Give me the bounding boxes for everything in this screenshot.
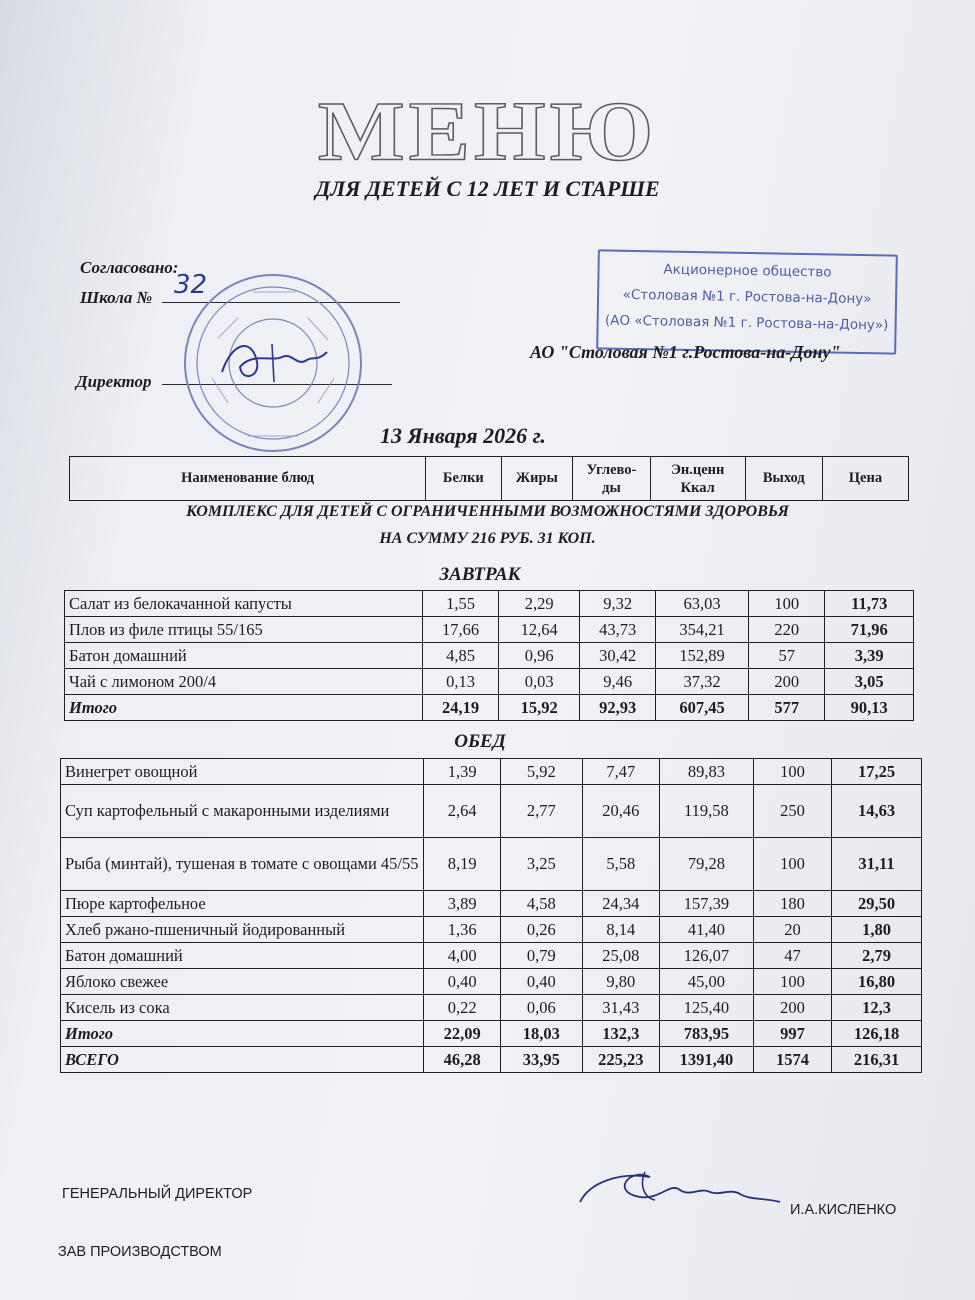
cell-price: 3,05	[825, 669, 914, 695]
cell-carbs: 30,42	[580, 643, 656, 669]
table-row	[61, 838, 922, 891]
cell-name: Итого	[61, 1021, 424, 1047]
cell-fat: 2,29	[499, 591, 580, 617]
cell-fat: 0,79	[500, 943, 582, 969]
cell-fat: 3,25	[500, 838, 582, 891]
lunch-title: ОБЕД	[454, 731, 506, 752]
stamp-line-3: (АО «Столовая №1 г. Ростова-на-Дону»)	[604, 312, 889, 334]
cell-fat: 0,03	[499, 669, 580, 695]
cell-name: Итого	[65, 695, 423, 721]
cell-yield: 180	[754, 891, 832, 917]
cell-price: 11,73	[825, 591, 914, 617]
cell-yield: 100	[754, 838, 832, 891]
cell-energy: 79,28	[659, 838, 753, 891]
table-row	[65, 591, 914, 617]
school-label: Школа №	[80, 288, 153, 307]
school-number: 32	[174, 270, 208, 300]
cell-fat: 2,77	[500, 785, 582, 838]
cell-protein: 4,00	[424, 943, 500, 969]
cell-yield: 100	[754, 759, 832, 785]
cell-price: 14,63	[832, 785, 922, 838]
cell-fat: 5,92	[500, 759, 582, 785]
cell-yield: 200	[748, 669, 824, 695]
cell-name: Кисель из сока	[61, 995, 424, 1021]
cell-yield: 577	[748, 695, 824, 721]
cell-name: Хлеб ржано-пшеничный йодированный	[61, 917, 424, 943]
table-row	[61, 891, 922, 917]
complex-line-2: НА СУММУ 216 РУБ. 31 КОП.	[379, 530, 596, 547]
cell-price: 2,79	[832, 943, 922, 969]
cell-protein: 1,36	[424, 917, 500, 943]
cell-energy: 37,32	[656, 669, 749, 695]
cell-name: Батон домашний	[61, 943, 424, 969]
cell-energy: 157,39	[659, 891, 753, 917]
cell-yield: 57	[748, 643, 824, 669]
cell-yield: 250	[754, 785, 832, 838]
general-director-signature-icon	[570, 1152, 790, 1222]
cell-energy: 354,21	[656, 617, 749, 643]
cell-energy: 1391,40	[659, 1047, 753, 1073]
cell-yield: 100	[748, 591, 824, 617]
cell-price: 126,18	[832, 1021, 922, 1047]
col-carbs-2: ды	[602, 479, 621, 496]
cell-fat: 12,64	[499, 617, 580, 643]
cell-protein: 0,13	[423, 669, 499, 695]
cell-energy: 152,89	[656, 643, 749, 669]
cell-yield: 47	[754, 943, 832, 969]
col-carbs-1: Углево-	[586, 461, 637, 478]
cell-energy: 41,40	[659, 917, 753, 943]
agreed-label: Согласовано:	[80, 258, 179, 277]
cell-carbs: 20,46	[582, 785, 659, 838]
cell-name: Суп картофельный с макаронными изделиями	[61, 785, 424, 838]
column-header-table	[69, 456, 909, 501]
cell-name: Плов из филе птицы 55/165	[65, 617, 423, 643]
cell-name: ВСЕГО	[61, 1047, 424, 1073]
col-price: Цена	[822, 457, 908, 501]
table-row	[61, 995, 922, 1021]
cell-energy: 783,95	[659, 1021, 753, 1047]
cell-carbs: 24,34	[582, 891, 659, 917]
menu-date: 13 Января 2026 г.	[380, 423, 546, 448]
col-protein: Белки	[426, 457, 501, 501]
cell-carbs: 225,23	[582, 1047, 659, 1073]
organization-name: АО "Столовая №1 г.Ростова-на-Дону"	[530, 342, 841, 362]
cell-fat: 0,06	[500, 995, 582, 1021]
cell-name: Пюре картофельное	[61, 891, 424, 917]
cell-name: Яблоко свежее	[61, 969, 424, 995]
breakfast-table	[64, 590, 914, 721]
production-head-label: ЗАВ ПРОИЗВОДСТВОМ	[58, 1244, 222, 1260]
col-energy-1: Эн.ценн	[671, 461, 725, 478]
col-fat: Жиры	[501, 457, 573, 501]
cell-carbs: 25,08	[582, 943, 659, 969]
stamp-line-2: «Столовая №1 г. Ростова-на-Дону»	[622, 286, 872, 308]
col-energy-2: Ккал	[680, 479, 715, 496]
cell-carbs: 132,3	[582, 1021, 659, 1047]
general-director-name: И.А.КИСЛЕНКО	[790, 1202, 897, 1218]
cell-carbs: 31,43	[582, 995, 659, 1021]
organization-stamp	[596, 249, 898, 354]
total-row	[65, 695, 914, 721]
cell-energy: 125,40	[659, 995, 753, 1021]
cell-protein: 8,19	[424, 838, 500, 891]
cell-fat: 0,26	[500, 917, 582, 943]
table-row	[65, 617, 914, 643]
cell-fat: 18,03	[500, 1021, 582, 1047]
table-row	[61, 917, 922, 943]
cell-protein: 3,89	[424, 891, 500, 917]
col-yield: Выход	[745, 457, 822, 501]
cell-fat: 4,58	[500, 891, 582, 917]
total-row	[61, 1021, 922, 1047]
cell-carbs: 43,73	[580, 617, 656, 643]
cell-yield: 100	[754, 969, 832, 995]
cell-carbs: 9,80	[582, 969, 659, 995]
cell-carbs: 8,14	[582, 917, 659, 943]
cell-protein: 0,22	[424, 995, 500, 1021]
cell-carbs: 92,93	[580, 695, 656, 721]
cell-price: 90,13	[825, 695, 914, 721]
cell-energy: 63,03	[656, 591, 749, 617]
menu-subtitle: ДЛЯ ДЕТЕЙ С 12 ЛЕТ И СТАРШЕ	[315, 176, 660, 201]
cell-energy: 607,45	[656, 695, 749, 721]
breakfast-title: ЗАВТРАК	[439, 564, 521, 585]
cell-price: 29,50	[832, 891, 922, 917]
table-row	[65, 643, 914, 669]
cell-price: 17,25	[832, 759, 922, 785]
cell-energy: 126,07	[659, 943, 753, 969]
cell-price: 12,3	[832, 995, 922, 1021]
cell-price: 1,80	[832, 917, 922, 943]
cell-yield: 997	[754, 1021, 832, 1047]
cell-yield: 220	[748, 617, 824, 643]
cell-carbs: 5,58	[582, 838, 659, 891]
menu-title: МЕНЮ	[317, 84, 658, 178]
total-row	[61, 1047, 922, 1073]
cell-price: 71,96	[825, 617, 914, 643]
cell-name: Чай с лимоном 200/4	[65, 669, 423, 695]
complex-line-1: КОМПЛЕКС ДЛЯ ДЕТЕЙ С ОГРАНИЧЕННЫМИ ВОЗМОЖНОСТЯМИ ЗДОРОВЬЯ	[186, 503, 789, 520]
cell-energy: 45,00	[659, 969, 753, 995]
cell-energy: 89,83	[659, 759, 753, 785]
table-row	[61, 969, 922, 995]
cell-protein: 1,55	[423, 591, 499, 617]
cell-fat: 15,92	[499, 695, 580, 721]
lunch-table	[60, 758, 922, 1073]
cell-yield: 1574	[754, 1047, 832, 1073]
cell-name: Рыба (минтай), тушеная в томате с овощами 45/55	[61, 838, 424, 891]
cell-price: 16,80	[832, 969, 922, 995]
cell-energy: 119,58	[659, 785, 753, 838]
cell-fat: 33,95	[500, 1047, 582, 1073]
cell-fat: 0,96	[499, 643, 580, 669]
cell-protein: 24,19	[423, 695, 499, 721]
cell-carbs: 9,46	[580, 669, 656, 695]
cell-carbs: 9,32	[580, 591, 656, 617]
table-row	[61, 759, 922, 785]
cell-protein: 0,40	[424, 969, 500, 995]
cell-price: 31,11	[832, 838, 922, 891]
col-name: Наименование блюд	[70, 457, 426, 501]
cell-yield: 20	[754, 917, 832, 943]
cell-protein: 17,66	[423, 617, 499, 643]
cell-price: 216,31	[832, 1047, 922, 1073]
director-label: Директор	[76, 372, 152, 391]
cell-name: Салат из белокачанной капусты	[65, 591, 423, 617]
cell-protein: 22,09	[424, 1021, 500, 1047]
cell-price: 3,39	[825, 643, 914, 669]
cell-fat: 0,40	[500, 969, 582, 995]
col-energy	[650, 457, 745, 501]
table-row	[61, 943, 922, 969]
cell-protein: 1,39	[424, 759, 500, 785]
stamp-line-1: Акционерное общество	[663, 261, 832, 281]
cell-name: Винегрет овощной	[61, 759, 424, 785]
table-row	[61, 785, 922, 838]
col-carbs	[573, 457, 651, 501]
cell-yield: 200	[754, 995, 832, 1021]
cell-name: Батон домашний	[65, 643, 423, 669]
cell-protein: 2,64	[424, 785, 500, 838]
cell-protein: 46,28	[424, 1047, 500, 1073]
table-row	[65, 669, 914, 695]
general-director-label: ГЕНЕРАЛЬНЫЙ ДИРЕКТОР	[62, 1186, 253, 1202]
director-signature-icon	[212, 332, 342, 392]
cell-carbs: 7,47	[582, 759, 659, 785]
cell-protein: 4,85	[423, 643, 499, 669]
